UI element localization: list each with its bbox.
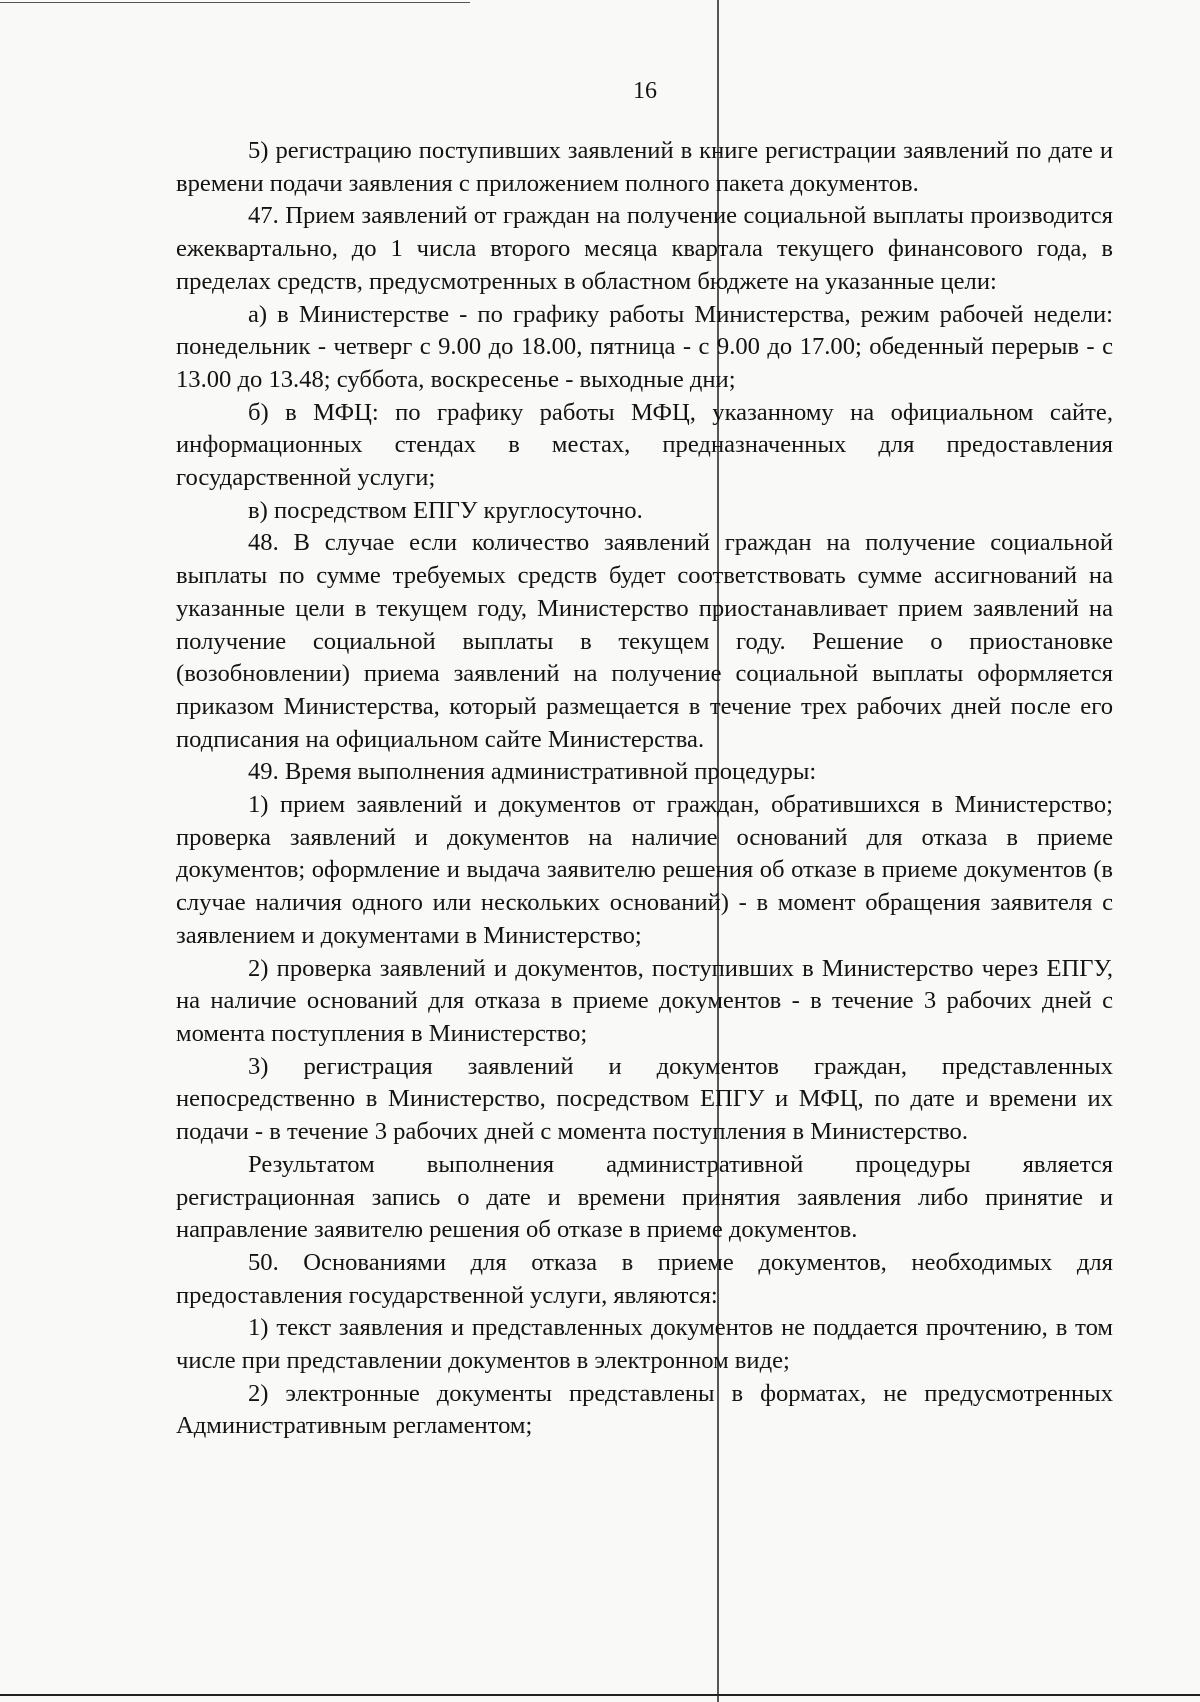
paragraph-49: 49. Время выполнения административной процедуры: [248, 758, 817, 786]
scan-edge-bottom [0, 1694, 1200, 1696]
paragraph-47-b: б) в МФЦ: по графику работы МФЦ, указанному на официальном сайте, информационных стендах в местах, предназначенных для предоставления государственной услуги; [176, 398, 1113, 492]
paragraph-49-2: 2) проверка заявлений и документов, поступивших в Министерство через ЕПГУ, на наличие оснований для отказа в приеме документов - в течение 3 рабочих дней с момента поступления в Министерство; [176, 954, 1113, 1047]
paragraph-50-2: 2) электронные документы представлены в форматах, не предусмотренных Административным регламентом; [176, 1379, 1113, 1440]
paragraph-47: 47. Прием заявлений от граждан на получение социальной выплаты производится ежеквартально, до 1 числа второго месяца квартала текущего финансового года, в пределах средств, предусмотренных в областном бюджете на указанные цели: [176, 202, 1113, 295]
paragraph-47-a: а) в Министерстве - по графику работы Министерства, режим рабочей недели: понедельник - четверг с 9.00 до 18.00, пятница - с 9.00 до 17.00; обеденный перерыв - с 13.00 до 13.48; суббота, воскресенье - выходные дни; [176, 300, 1113, 393]
paragraph-50-1: 1) текст заявления и представленных документов не поддается прочтению, в том числе при представлении документов в электронном виде; [176, 1314, 1113, 1375]
paragraph-49-3: 3) регистрация заявлений и документов граждан, представленных непосредственно в Министерство, посредством ЕПГУ и МФЦ, по дате и времени их подачи - в течение 3 рабочих дней с момента поступления в Министерство. [176, 1052, 1113, 1146]
scan-edge-top [0, 2, 470, 3]
paragraph-49-1: 1) прием заявлений и документов от граждан, обратившихся в Министерство; проверка заявлений и документов на наличие оснований для отказа в приеме документов; оформление и выдача заявителю решения об отказе в приеме документов (в случае наличия одного или нескольких оснований) - в момент обращения заявителя с заявлением и документами в Министерство; [176, 791, 1113, 949]
paragraph-48: 48. В случае если количество заявлений граждан на получение социальной выплаты по сумме требуемых средств будет соответствовать сумме ассигнований на указанные цели в текущем году, Министерство приостанавливает прием заявлений на получение социальной выплаты в текущем году. Решение о приостановке (возобновлении) приема заявлений на получение социальной выплаты оформляется приказом Министерства, который размещается в течение трех рабочих дней после его подписания на официальном сайте Министерства. [176, 529, 1113, 753]
document-body [176, 135, 1113, 1443]
paragraph-item-5-registration: 5) регистрацию поступивших заявлений в книге регистрации заявлений по дате и времени подачи заявления с приложением полного пакета документов. [176, 137, 1113, 197]
paragraph-47-v: в) посредством ЕПГУ круглосуточно. [248, 496, 643, 524]
page-number: 16 [633, 78, 657, 104]
paragraph-result: Результатом выполнения административной процедуры является регистрационная запись о дате и времени принятия заявления либо принятие и направление заявителю решения об отказе в приеме документов. [176, 1150, 1113, 1244]
paragraph-50: 50. Основаниями для отказа в приеме документов, необходимых для предоставления государственной услуги, являются: [176, 1248, 1113, 1309]
